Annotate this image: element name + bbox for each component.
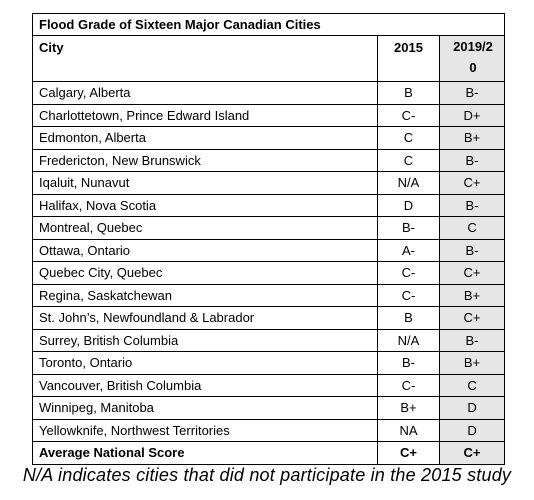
grade-2015-cell: B- xyxy=(378,352,440,375)
table-row xyxy=(33,329,505,352)
table-row xyxy=(33,284,505,307)
city-name-cell: Calgary, Alberta xyxy=(33,82,378,105)
flood-grade-table-container xyxy=(32,13,504,465)
grade-2019-20-cell: B- xyxy=(440,329,505,352)
city-name-cell: Toronto, Ontario xyxy=(33,352,378,375)
grade-2019-20-cell: B+ xyxy=(440,284,505,307)
average-score-row xyxy=(33,442,505,465)
grade-2019-20-cell: B+ xyxy=(440,127,505,150)
grade-2019-20-cell: C xyxy=(440,374,505,397)
grade-2015-cell: N/A xyxy=(378,172,440,195)
grade-2015-cell: C- xyxy=(378,262,440,285)
flood-grade-table xyxy=(32,13,505,465)
grade-2019-20-cell: C+ xyxy=(440,172,505,195)
grade-2015-cell: C xyxy=(378,149,440,172)
city-name-cell: Iqaluit, Nunavut xyxy=(33,172,378,195)
grade-2019-20-cell: C+ xyxy=(440,262,505,285)
grade-2015-cell: D xyxy=(378,194,440,217)
table-row xyxy=(33,82,505,105)
city-name-cell: Surrey, British Columbia xyxy=(33,329,378,352)
city-name-cell: Montreal, Quebec xyxy=(33,217,378,240)
table-row xyxy=(33,104,505,127)
city-name-cell: Fredericton, New Brunswick xyxy=(33,149,378,172)
grade-2015-cell: C- xyxy=(378,374,440,397)
grade-2015-cell: B xyxy=(378,307,440,330)
city-name-cell: Quebec City, Quebec xyxy=(33,262,378,285)
grade-2019-20-cell: D+ xyxy=(440,104,505,127)
city-name-cell: St. John’s, Newfoundland & Labrador xyxy=(33,307,378,330)
column-header-2015: 2015 xyxy=(378,36,440,82)
table-row xyxy=(33,239,505,262)
grade-2015-cell: B- xyxy=(378,217,440,240)
table-row xyxy=(33,217,505,240)
table-row xyxy=(33,149,505,172)
column-header-city: City xyxy=(33,36,378,82)
city-name-cell: Yellowknife, Northwest Territories xyxy=(33,419,378,442)
table-title-row xyxy=(33,14,505,36)
table-row xyxy=(33,262,505,285)
table-row xyxy=(33,374,505,397)
city-name-cell: Edmonton, Alberta xyxy=(33,127,378,150)
footnote: N/A indicates cities that did not participate in the 2015 study xyxy=(22,465,512,485)
table-row xyxy=(33,419,505,442)
grade-2019-20-cell: B- xyxy=(440,194,505,217)
city-name-cell: Vancouver, British Columbia xyxy=(33,374,378,397)
grade-2015-cell: B+ xyxy=(378,397,440,420)
city-name-cell: Regina, Saskatchewan xyxy=(33,284,378,307)
grade-2019-20-cell: C xyxy=(440,217,505,240)
table-row xyxy=(33,127,505,150)
grade-2019-20-cell: B+ xyxy=(440,352,505,375)
grade-2015-cell: B xyxy=(378,82,440,105)
average-2019-20: C+ xyxy=(440,442,505,465)
grade-2019-20-cell: B- xyxy=(440,239,505,262)
city-name-cell: Charlottetown, Prince Edward Island xyxy=(33,104,378,127)
average-2015: C+ xyxy=(378,442,440,465)
grade-2019-20-cell: B- xyxy=(440,82,505,105)
table-row xyxy=(33,194,505,217)
table-title: Flood Grade of Sixteen Major Canadian Cities xyxy=(33,14,505,36)
grade-2015-cell: A- xyxy=(378,239,440,262)
city-name-cell: Ottawa, Ontario xyxy=(33,239,378,262)
grade-2015-cell: NA xyxy=(378,419,440,442)
grade-2015-cell: C- xyxy=(378,104,440,127)
table-row xyxy=(33,397,505,420)
city-name-cell: Halifax, Nova Scotia xyxy=(33,194,378,217)
grade-2019-20-cell: B- xyxy=(440,149,505,172)
grade-2015-cell: C- xyxy=(378,284,440,307)
average-label: Average National Score xyxy=(33,442,378,465)
table-header-row xyxy=(33,36,505,82)
grade-2015-cell: N/A xyxy=(378,329,440,352)
grade-2015-cell: C xyxy=(378,127,440,150)
grade-2019-20-cell: D xyxy=(440,397,505,420)
grade-2019-20-cell: D xyxy=(440,419,505,442)
grade-2019-20-cell: C+ xyxy=(440,307,505,330)
column-header-2019-20: 2019/20 xyxy=(440,36,505,82)
table-row xyxy=(33,352,505,375)
table-row xyxy=(33,307,505,330)
table-row xyxy=(33,172,505,195)
city-name-cell: Winnipeg, Manitoba xyxy=(33,397,378,420)
